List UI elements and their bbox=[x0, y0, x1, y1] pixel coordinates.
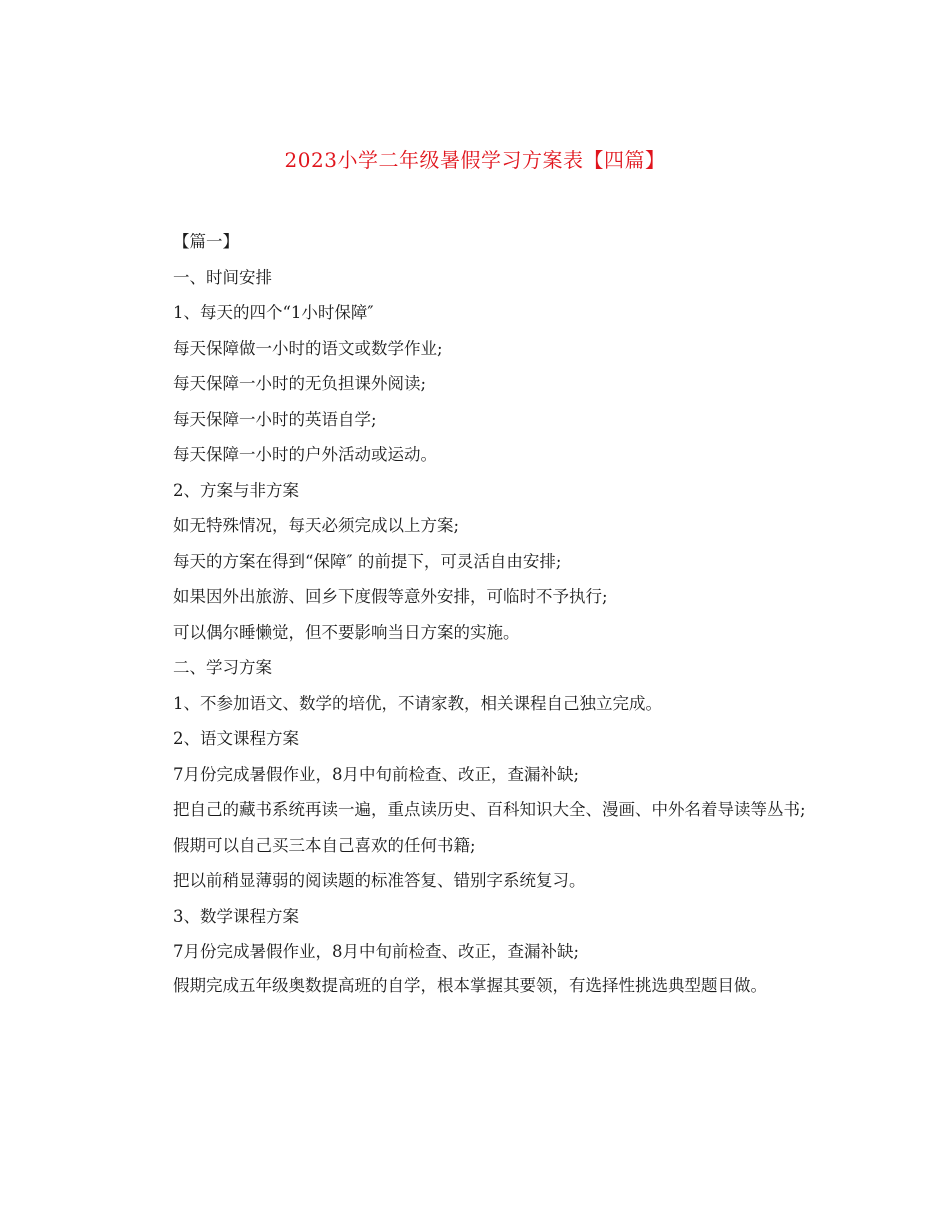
paragraph: 把自己的藏书系统再读一遍，重点读历史、百科知识大全、漫画、中外名着导读等丛书; bbox=[173, 800, 806, 819]
paragraph: 每天保障一小时的户外活动或运动。 bbox=[173, 445, 437, 464]
paragraph: 每天保障一小时的英语自学; bbox=[173, 409, 377, 429]
paragraph: 可以偶尔睡懒觉，但不要影响当日方案的实施。 bbox=[173, 622, 520, 642]
paragraph: 每天保障一小时的无负担课外阅读; bbox=[173, 374, 427, 393]
subheading-math-plan: 3、数学课程方案 bbox=[173, 906, 299, 926]
paragraph: 如无特殊情况，每天必须完成以上方案; bbox=[173, 516, 460, 535]
document-body bbox=[133, 230, 819, 1009]
paragraph: 假期可以自己买三本自己喜欢的任何书籍; bbox=[173, 835, 476, 855]
subheading-chinese-plan: 2、语文课程方案 bbox=[173, 729, 299, 748]
document-title: 2023小学二年级暑假学习方案表【四篇】 bbox=[284, 148, 666, 172]
heading-time-arrangement: 一、时间安排 bbox=[173, 267, 272, 287]
paragraph: 每天的方案在得到“保障″ 的前提下，可灵活自由安排; bbox=[173, 551, 562, 571]
paragraph: 把以前稍显薄弱的阅读题的标准答复、错别字系统复习。 bbox=[173, 871, 586, 890]
subheading-plan-nonplan: 2、方案与非方案 bbox=[173, 480, 299, 500]
paragraph: 每天保障做一小时的语文或数学作业; bbox=[173, 338, 443, 358]
section-heading-part-one: 【篇一】 bbox=[173, 232, 239, 251]
paragraph: 7月份完成暑假作业，8月中旬前检查、改正，查漏补缺; bbox=[173, 764, 580, 784]
subheading-four-hours: 1、每天的四个“1小时保障″ bbox=[173, 303, 374, 322]
paragraph: 1、不参加语文、数学的培优，不请家教，相关课程自己独立完成。 bbox=[173, 693, 662, 713]
paragraph: 如果因外出旅游、回乡下度假等意外安排，可临时不予执行; bbox=[173, 587, 608, 606]
paragraph: 7月份完成暑假作业，8月中旬前检查、改正，查漏补缺; bbox=[173, 942, 580, 961]
paragraph: 假期完成五年级奥数提高班的自学，根本掌握其要领，有选择性挑选典型题目做。 bbox=[173, 975, 767, 995]
heading-study-plan: 二、学习方案 bbox=[173, 658, 272, 677]
